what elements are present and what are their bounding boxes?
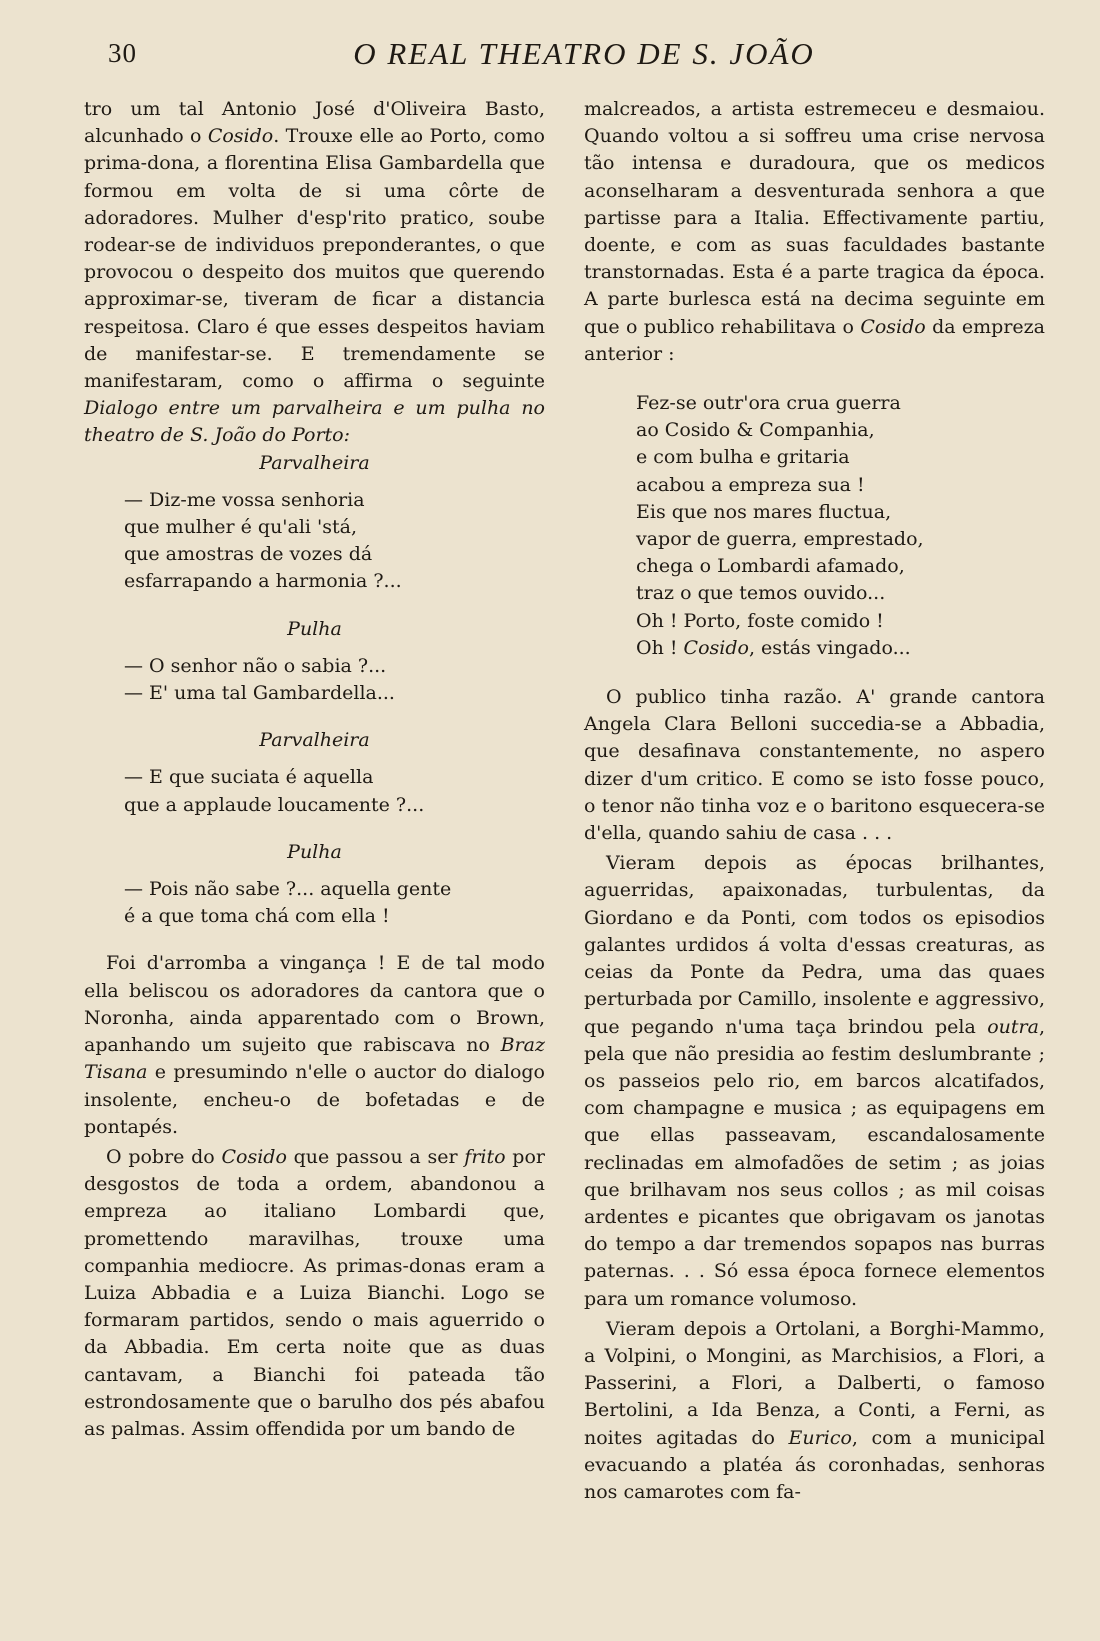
- verse-line: [636, 526, 1045, 553]
- paragraph: [84, 96, 545, 450]
- page-number: 30: [108, 38, 137, 68]
- text-run: e com bulha e gritaria: [636, 446, 850, 469]
- dialogue: [84, 450, 545, 931]
- paragraph: [584, 684, 1045, 847]
- dialogue-stanza: [124, 487, 545, 596]
- text-run: chega o Lombardi afamado,: [636, 555, 905, 578]
- italic-run: Cosido: [683, 636, 749, 659]
- verse-line: [636, 499, 1045, 526]
- verse-line: [636, 580, 1045, 607]
- paragraph: [584, 96, 1045, 368]
- italic-run: frito: [464, 1145, 506, 1168]
- text-run: malcreados, a artista estremeceu e desmaiou. Quando voltou a si soffreu uma crise nervosa tão intensa e duradoura, que os medicos aconselharam a desventurada senhora a que partisse para a Italia. Effectivamente partiu, doente, e com as suas faculdades bastante transtornadas. Esta é a parte tragica da época. A parte burlesca está na decima seguinte em que o publico rehabilitava o: [584, 98, 1045, 338]
- right-column: [584, 96, 1045, 1506]
- italic-run: Dialogo entre um parvalheira e um pulha no theatro de S. João do Porto:: [84, 397, 545, 447]
- text-run: Oh ! Porto, foste comido !: [636, 609, 884, 632]
- paragraph: [584, 1316, 1045, 1506]
- paragraph: [84, 1144, 545, 1443]
- text-run: . Trouxe elle ao Porto, como prima-dona, a florentina Elisa Gambardella que formou em volta de si uma côrte de adoradores. Mulher d'esp'rito pratico, soube rodear-se de individuos preponderantes, o que provocou o despeito dos muitos que querendo approximar-se, tiveram de ficar a distancia respeitosa. Claro é que esses despeitos haviam de manifestar-se. E tremendamente se manifestaram, como o affirma o seguinte: [84, 125, 545, 393]
- speaker-heading: Pulha: [287, 840, 342, 863]
- verse-line: — E que suciata é aquella: [124, 766, 374, 789]
- text-run: Foi d'arromba a vingança ! E de tal modo ella beliscou os adoradores da cantora que o Noronha, ainda apparentado com o Brown, apanhando um sujeito que rabiscava no: [84, 952, 545, 1057]
- text-run: Oh !: [636, 636, 684, 659]
- dialogue-stanza: [124, 876, 545, 930]
- verse-line: [636, 417, 1045, 444]
- text-run: da empreza anterior :: [584, 315, 1045, 365]
- text-run: ao Cosido & Companhia,: [636, 419, 875, 442]
- paragraph: [584, 850, 1045, 1312]
- text-run: Fez-se outr'ora crua guerra: [636, 392, 901, 415]
- verse-line: [636, 390, 1045, 417]
- verse-line: — O senhor não o sabia ?...: [124, 654, 387, 677]
- italic-run: Cosido: [207, 125, 274, 148]
- speaker-heading: Pulha: [287, 617, 342, 640]
- verse-line: [636, 608, 1045, 635]
- verse-line: — Pois não sabe ?... aquella gente: [124, 878, 452, 901]
- text-run: Vieram depois as épocas brilhantes, aguerridas, apaixonadas, turbulentas, da Giordano e da Ponti, com todos os episodios galantes urdidos á volta d'essas creaturas, as ceias da Ponte da Pedra, uma das quaes perturbada por Camillo, insolente e aggressivo, que pegando n'uma taça brindou pela: [584, 852, 1045, 1038]
- verse-line: esfarrapando a harmonia ?...: [124, 570, 402, 593]
- dialogue-stanza: [124, 764, 545, 818]
- text-run: Eis que nos mares fluctua,: [636, 500, 892, 523]
- text-run: , com a municipal evacuando a platéa ás coronhadas, senhoras nos camarotes com fa-: [584, 1426, 1046, 1503]
- poem: [636, 390, 1045, 662]
- text-run: acabou a empreza sua !: [636, 473, 865, 496]
- verse-line: que a applaude loucamente ?...: [124, 793, 425, 816]
- text-run: , pela que não presidia ao festim deslumbrante ; os passeios pelo rio, em barcos alcatifados, com champagne e musica ; as equipagens em que ellas passeavam, escandalosamente reclinadas em almofadões de setim ; as joias que brilhavam nos seus collos ; as mil coisas ardentes e picantes que obrigavam os janotas do tempo a dar tremendos sopapos nas burras paternas. . . Só essa época fornece elementos para um romance volumoso.: [584, 1015, 1045, 1310]
- text-run: O publico tinha razão. A' grande cantora Angela Clara Belloni succedia-se a Abbadia, que desafinava constantemente, no aspero dizer d'um critico. E como se isto fosse pouco, o tenor não tinha voz e o baritono esquecera-se d'ella, quando sahiu de casa . . .: [584, 686, 1045, 845]
- verse-line: [636, 553, 1045, 580]
- italic-run: Braz Tisana: [84, 1034, 545, 1084]
- speaker-heading: Parvalheira: [259, 729, 370, 752]
- text-run: traz o que temos ouvido...: [636, 582, 886, 605]
- text-run: que passou a ser: [286, 1145, 465, 1168]
- verse-line: [636, 635, 1045, 662]
- verse-line: — E' uma tal Gambardella...: [124, 682, 395, 705]
- verse-line: [636, 472, 1045, 499]
- italic-run: outra: [987, 1015, 1039, 1038]
- paragraph: [84, 950, 545, 1140]
- running-title: O REAL THEATRO DE S. JOÃO: [353, 36, 815, 71]
- text-run: por desgostos de toda a ordem, abandonou a empreza ao italiano Lombardi que, promettendo maravilhas, trouxe uma companhia mediocre. As primas-donas eram a Luiza Abbadia e a Luiza Bianchi. Logo se formaram partidos, sendo o mais aguerrido o da Abbadia. Em certa noite que as duas cantavam, a Bianchi foi pateada tão estrondosamente que o barulho dos pés abafou as palmas. Assim offendida por um bando de: [84, 1145, 545, 1440]
- text-run: tro um tal Antonio José d'Oliveira Basto, alcunhado o: [84, 98, 545, 148]
- italic-run: Eurico: [788, 1426, 852, 1449]
- verse-line: é a que toma chá com ella !: [124, 905, 390, 928]
- speaker-heading: Parvalheira: [259, 451, 370, 474]
- italic-run: Cosido: [221, 1145, 287, 1168]
- text-run: , estás vingado...: [748, 636, 911, 659]
- verse-line: — Diz-me vossa senhoria: [124, 488, 365, 511]
- verse-line: [636, 444, 1045, 471]
- dialogue-stanza: [124, 653, 545, 707]
- verse-line: que mulher é qu'ali 'stá,: [124, 516, 358, 539]
- verse-line: que amostras de vozes dá: [124, 543, 373, 566]
- text-run: O pobre do: [106, 1145, 222, 1168]
- text-run: vapor de guerra, emprestado,: [636, 528, 924, 551]
- left-column: [84, 96, 545, 1443]
- page-header: [108, 36, 1060, 76]
- italic-run: Cosido: [860, 315, 926, 338]
- text-run: Vieram depois a Ortolani, a Borghi-Mammo, a Volpini, o Mongini, as Marchisios, a Flori, a Passerini, a Flori, a Dalberti, o famoso Bertolini, a Ida Benza, a Conti, a Ferni, as noites agitadas do: [584, 1317, 1045, 1449]
- text-run: e presumindo n'elle o auctor do dialogo insolente, encheu-o de bofetadas e de pontapés.: [84, 1061, 545, 1138]
